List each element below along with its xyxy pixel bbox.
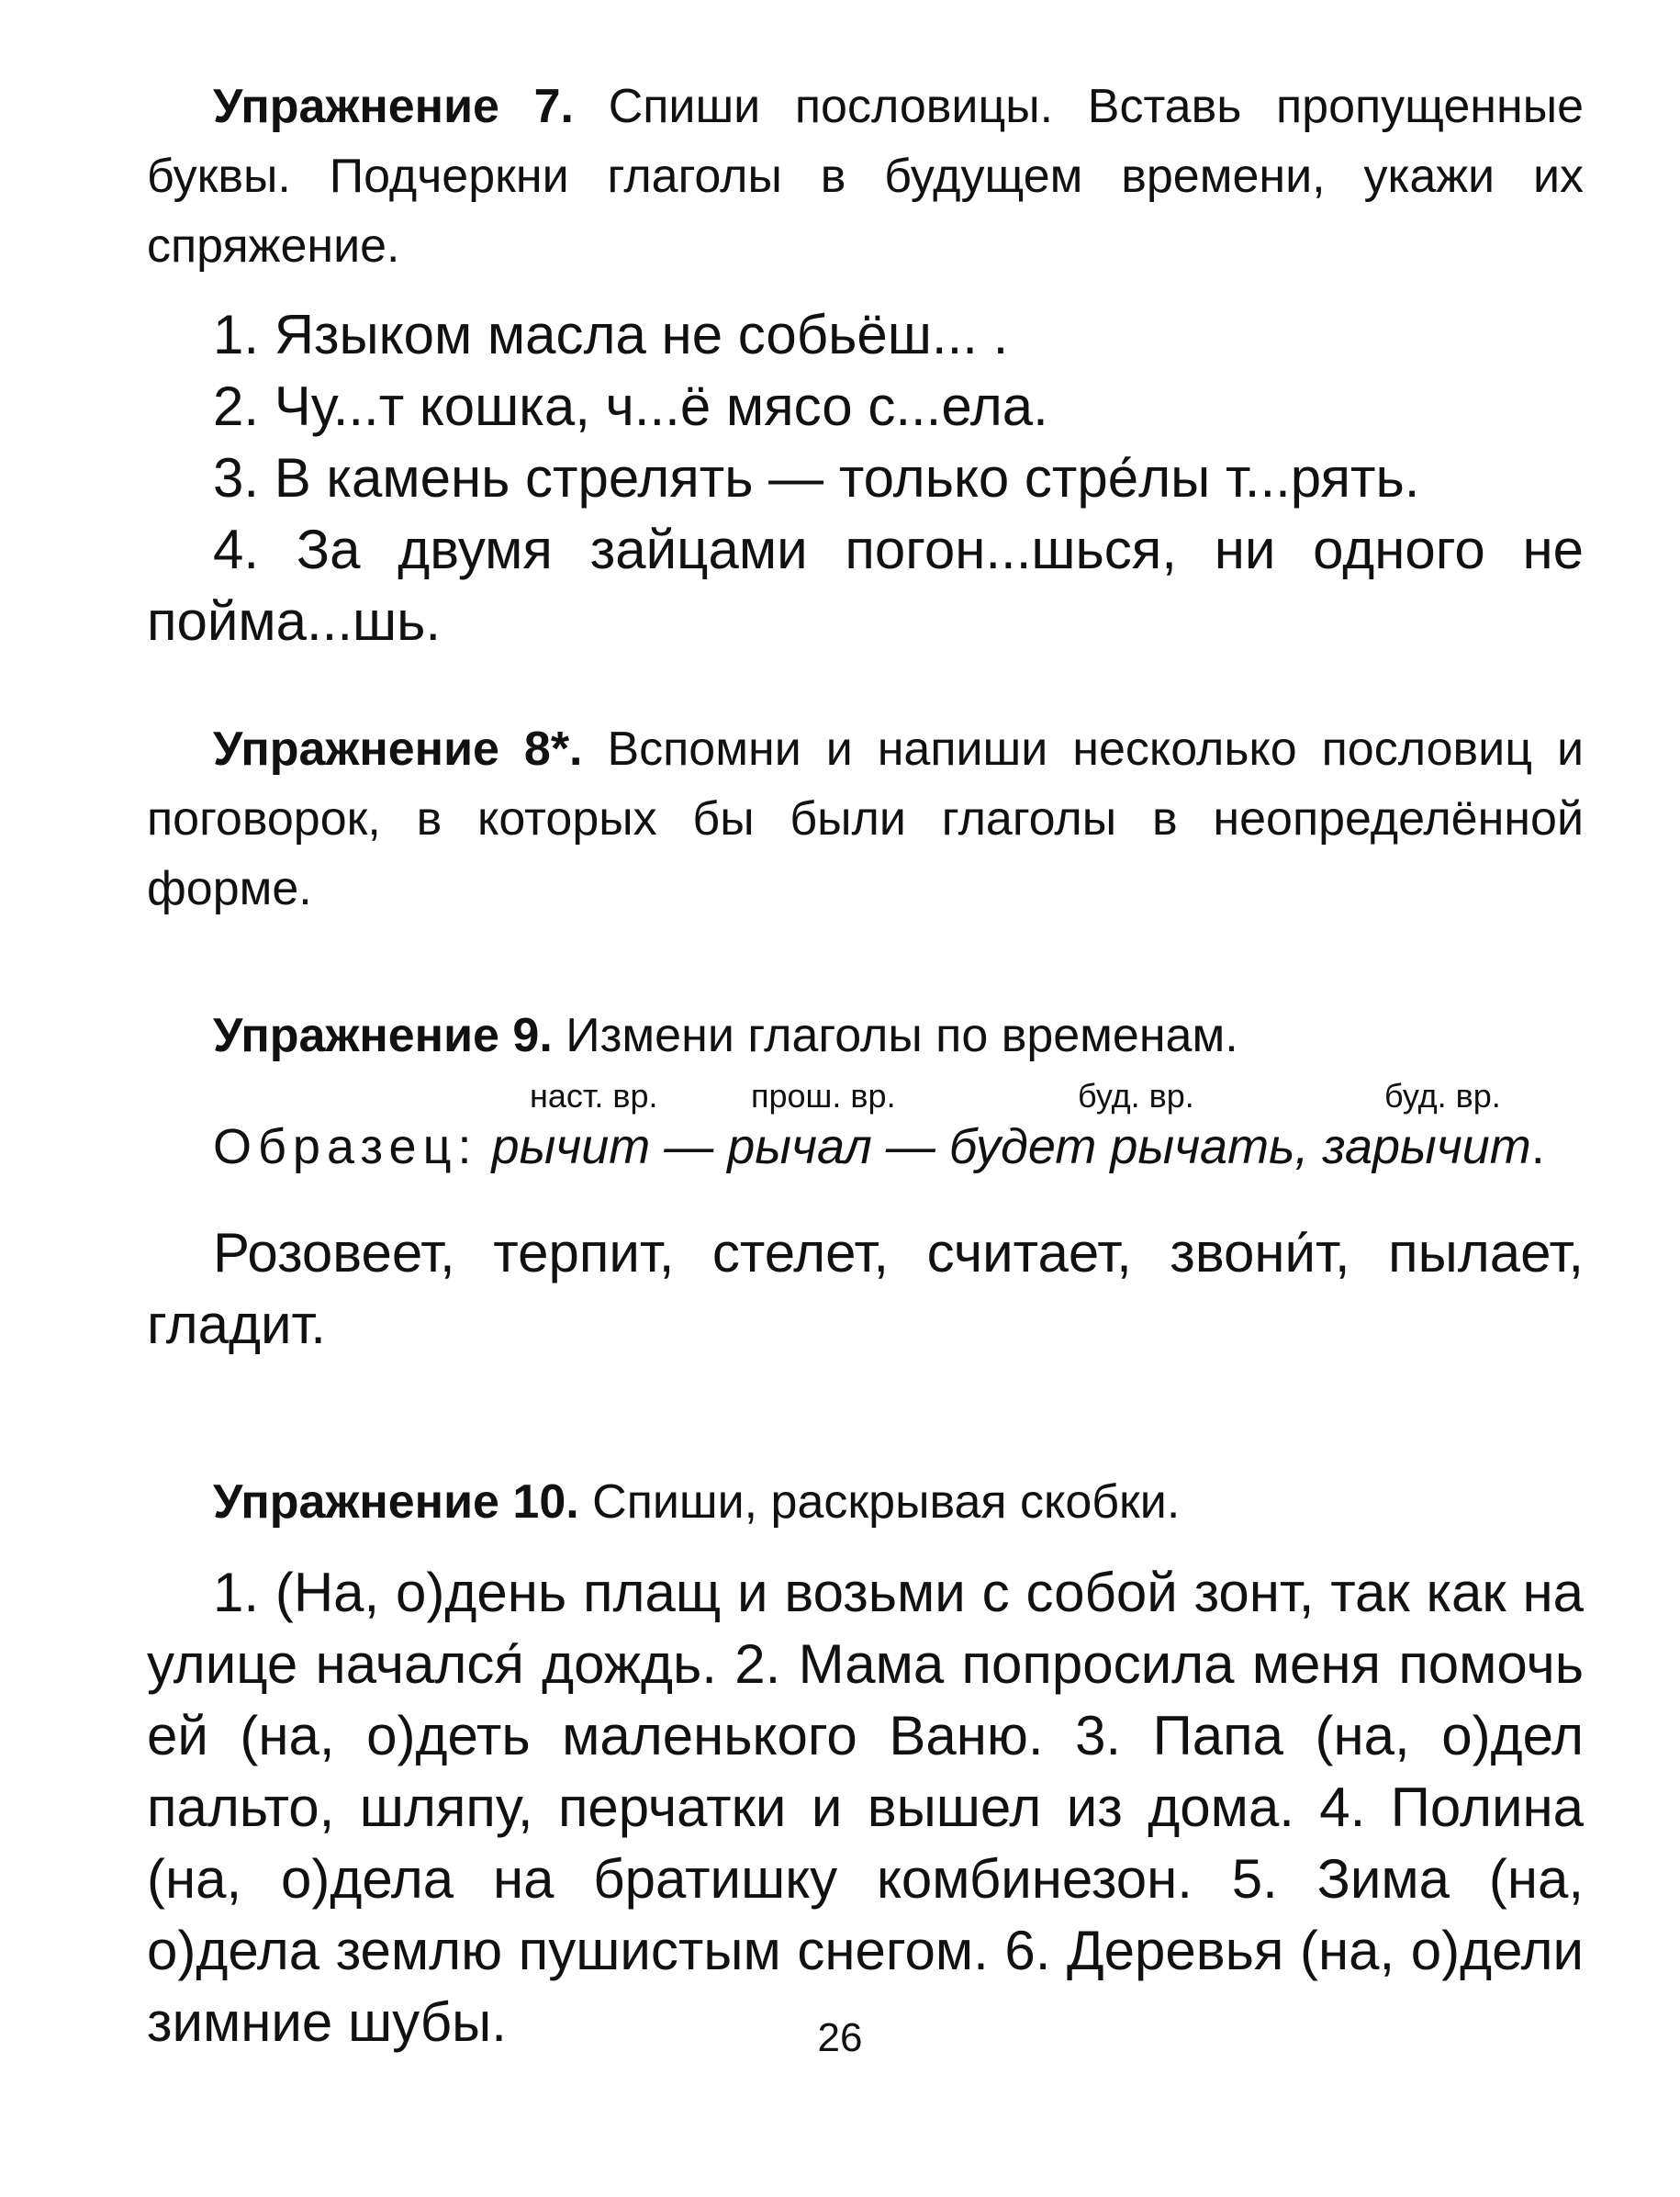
page-number: 26 bbox=[817, 2015, 863, 2060]
exercise-9-heading: Упражнение 9. bbox=[213, 1009, 553, 1062]
exercise-8-task: Вспомни и напиши несколько пословиц и поговорок, в которых бы были глаголы в неопределённой форме. bbox=[147, 723, 1585, 915]
exercise-7-task: Спиши пословицы. Вставь пропущенные буквы. Подчеркни глаголы в будущем времени, укажи их спряжение. bbox=[147, 80, 1585, 273]
exercise-8 bbox=[147, 714, 1584, 924]
tense-label-present: наст. вр. bbox=[530, 1077, 658, 1115]
proverb-item: 2. Чу...т кошка, ч...ё мясо с...ела. bbox=[213, 376, 1048, 437]
exercise-7 bbox=[147, 72, 1584, 657]
exercise-10-instruction bbox=[147, 1467, 1584, 1537]
exercise-10-text: 1. (На, о)день плащ и возьми с собой зонт, так как на улице начался́ дождь. 2. Мама попросила меня помочь ей (на, о)деть маленького Ваню. 3. Папа (на, о)дел пальто, шляпу, перчатки и вышел из дома. 4. Полина (на, о)дела на братишку комбинезон. 5. Зима (на, о)дела землю пушистым снегом. 6. Деревья (на, о)дели зимние шубы. bbox=[147, 1562, 1584, 2053]
exercise-8-heading: Упражнение 8*. bbox=[213, 723, 583, 776]
exercise-8-instruction bbox=[147, 714, 1584, 924]
exercise-10-task: Спиши, раскрывая скобки. bbox=[592, 1475, 1181, 1529]
proverb-list bbox=[147, 299, 1584, 657]
exercise-7-instruction bbox=[147, 72, 1584, 281]
proverb-item: 4. За двумя зайцами погон...шься, ни одного не пойма...шь. bbox=[147, 519, 1584, 652]
tense-labels bbox=[147, 1076, 1584, 1116]
verb-list: Розовеет, терпит, стелет, считает, звони́т, пылает, гладит. bbox=[147, 1222, 1584, 1355]
proverb-item: 1. Языком масла не собьёш... . bbox=[213, 304, 1009, 365]
exercise-10 bbox=[147, 1467, 1584, 2058]
exercise-7-heading: Упражнение 7. bbox=[213, 80, 574, 133]
sample-text: рычит — рычал — будет рычать, зарычит bbox=[491, 1119, 1531, 1174]
exercise-9-instruction bbox=[147, 1001, 1584, 1070]
proverb-item: 3. В камень стрелять — только стре́лы т...рять. bbox=[213, 447, 1420, 509]
tense-label-future: буд. вр. bbox=[1078, 1077, 1194, 1115]
sample-line bbox=[147, 1116, 1584, 1177]
exercise-9 bbox=[147, 1001, 1584, 1361]
exercise-10-heading: Упражнение 10. bbox=[213, 1475, 579, 1529]
sample-label: Образец: bbox=[213, 1119, 478, 1174]
sample-period: . bbox=[1530, 1119, 1545, 1174]
tense-label-future: буд. вр. bbox=[1384, 1077, 1501, 1115]
exercise-9-task: Измени глаголы по временам. bbox=[566, 1009, 1238, 1062]
tense-label-past: прош. вр. bbox=[751, 1077, 896, 1115]
